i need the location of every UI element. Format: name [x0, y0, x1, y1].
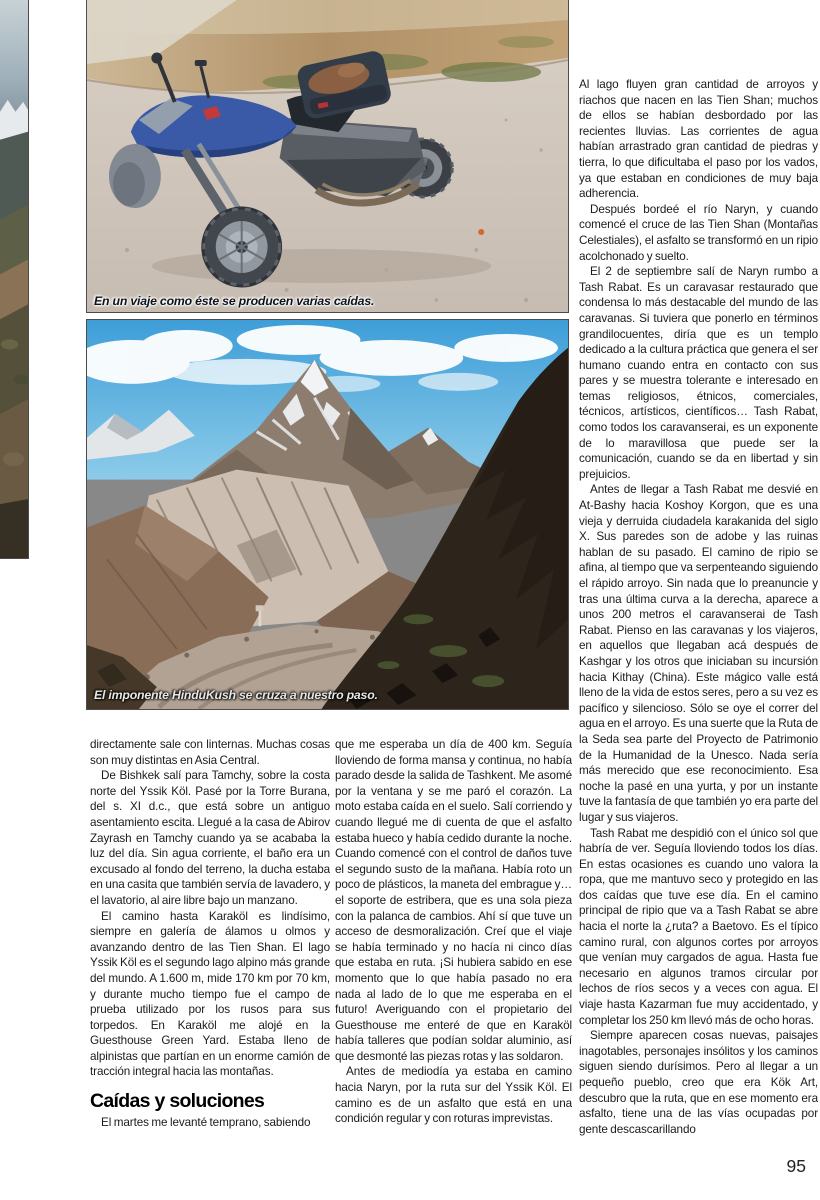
photo1-caption: En un viaje como éste se producen varias caídas. [94, 294, 375, 308]
front-wheel [203, 208, 281, 286]
paragraph: Antes de mediodía ya estaba en camino hacia Naryn, por la ruta sur del Yssik Köl. El camino es de un asfalto que está en una condición regular y con roturas imprevistas. [335, 1065, 572, 1126]
mountain-strip-image [0, 0, 28, 558]
text-column-right [579, 77, 818, 1167]
paragraph: Antes de llegar a Tash Rabat me desvié en At-Bashy hacia Koshoy Korgon, que es una vieja y derruida ciudadela karakanida del siglo X. Sus paredes son de adobe y las ruinas hablan de su pasado. El camino de ripio se afina, al tiempo que va serpenteando siguiendo el rápido arroyo. Sin nada que lo preanuncie y tras una última curva a la derecha, aparece a unos 200 metros el caravanserai de Tash Rabat. Pienso en las caravanas y los viajeros, en aquellos que llegaban acá después de Kashgar y los otros que iniciaban su incursión hacia Kithay (China). Este mágico valle está lleno de la vida de estos seres, pero a su vez es pacífico y silencioso. Sólo se oye el correr del agua en el arroyo. Es una suerte que la Ruta de la Seda sea parte del Proyecto de Patrimonio de la Humanidad de la Unesco. Nada sería más merecido que ese reconocimiento. Esa noche la pasé en una yurta, y por un instante tuve la fantasía de que también yo era parte del lugar y sus viajeros. [579, 483, 818, 824]
section-heading: Caídas y soluciones [90, 1090, 265, 1113]
paragraph: Siempre aparecen cosas nuevas, paisajes inagotables, personajes insólitos y los caminos siguen siendo durísimos. Pero al llegar a un pequeño pueblo, creo que era Kök Art, descubro que la ruta, que en ese momento era asfalto, tiene una de las vías ocupadas por gente descascarillando [579, 1029, 818, 1136]
text-column-left [90, 737, 330, 1167]
hindukush-image [87, 320, 568, 709]
photo2-caption: El imponente HinduKush se cruza a nuestro paso. [94, 688, 378, 702]
paragraph: que me esperaba un día de 400 km. Seguía lloviendo de forma mansa y continua, no había parado desde la salida de Tashkent. Me asomé por la ventana y se me paró el corazón. La moto estaba caída en el suelo. Salí corriendo y cuando llegué me di cuenta de que el asfalto estaba hueco y había cedido durante la noche. Cuando comencé con el control de daños tuve el segundo susto de la mañana. Había roto un poco de plásticos, la maneta del embrague y… el soporte de estribera, que es una sola pieza con la palanca de cambios. Ahí sí que tuve un acceso de desmoralización. Creí que el viaje se había terminado y no hacía ni cinco días que estaba en ruta. ¡Si hubiera sabido en ese momento que lo que había pasado no era nada al lado de lo que me esperaba en el futuro! Averiguando con el propietario del Guesthouse me enteré de que en Karaköl había talleres que podían soldar aluminio, así que desmonté las piezas rotas y las soldaron. [335, 738, 572, 1063]
paragraph: El 2 de septiembre salí de Naryn rumbo a Tash Rabat. Es un caravasar restaurado que condensa lo más destacable del mundo de las caravanas. Si tuviera que ponerlo en términos grandilocuentes, diría que es un templo dedicado a la cultura práctica que genera el ser humano cuando entra en contacto con sus pares y se muestra tolerante e interesado en temas religiosos, étnicos, comerciales, técnicos, artísticos, científicos… Tash Rabat, como todos los caravanserai, es un exponente de lo maravillosa que puede ser la comunicación, cuando se da en libertad y sin prejuicios. [579, 265, 818, 481]
paragraph: Tash Rabat me despidió con el único sol que habría de ver. Seguía lloviendo todos los días. En estas ocasiones es cuando uno valora la ropa, que me mantuvo seco y protegido en las dos caídas que tuve ese día. En el camino principal de ripio que va a Tash Rabat se abre hacia el norte la ¿ruta? a Baetovo. Es el típico camino rural, con algunos cortes por arroyos que venían muy cargados de agua. Hasta fue necesario en algunos tramos circular por lechos de ríos secos y a veces con agua. El viaje hasta Kazarman fue muy accidentado, y completar los 250 km llevó más de ocho horas. [579, 826, 818, 1027]
photo-hindukush-mountains [86, 319, 569, 710]
paragraph: directamente sale con linternas. Muchas cosas son muy distintas en Asia Central. [90, 738, 330, 767]
paragraph: De Bishkek salí para Tamchy, sobre la costa norte del Yssik Köl. Pasé por la Torre Burana, del s. XI d.c., que está sobre un antiguo asentamiento escita. Llegué a la casa de Abirov Zayrash en Tamchy cuando ya se acababa la luz del día. Sin agua corriente, el baño era un excusado al fondo del terreno, la ducha estaba en una casita que también servía de lavadero, y el lavatorio, al aire libre bajo un manzano. [90, 769, 330, 907]
fallen-motorcycle-image [87, 0, 568, 312]
paragraph: Después bordeé el río Naryn, y cuando comencé el cruce de las Tien Shan (Montañas Celestiales), el asfalto se transformó en un ripio acolchonado y suelto. [579, 202, 818, 263]
page-number: 95 [786, 1156, 806, 1176]
paragraph: Al lago fluyen gran cantidad de arroyos y riachos que nacen en las Tien Shan; muchos de ellos se habían desbordado por las recientes lluvias. Las corrientes de agua habían arrastrado gran cantidad de piedras y tierra, lo que dificultaba el paso por los vados, ya que estaban en condiciones de muy baja adherencia. [579, 78, 818, 201]
left-edge-photo-strip [0, 0, 29, 559]
paragraph: El camino hasta Karaköl es lindísimo, siempre en galería de álamos u olmos y avanzando dentro de las Tien Shan. El lago Yssik Köl es el segundo lago alpino más grande del mundo. A 1.600 m, mide 170 km por 70 km, y durante mucho tiempo fue el campo de prueba utilizado por los rusos para sus torpedos. En Karaköl me alojé en la Guesthouse Green Yard. Estaba lleno de alpinistas que partían en un enorme camión de tracción integral hacia las montañas. [90, 909, 330, 1079]
paragraph: El martes me levanté temprano, sabiendo [101, 1116, 311, 1130]
photo-fallen-motorcycle [86, 0, 569, 313]
text-column-middle [335, 737, 572, 1167]
